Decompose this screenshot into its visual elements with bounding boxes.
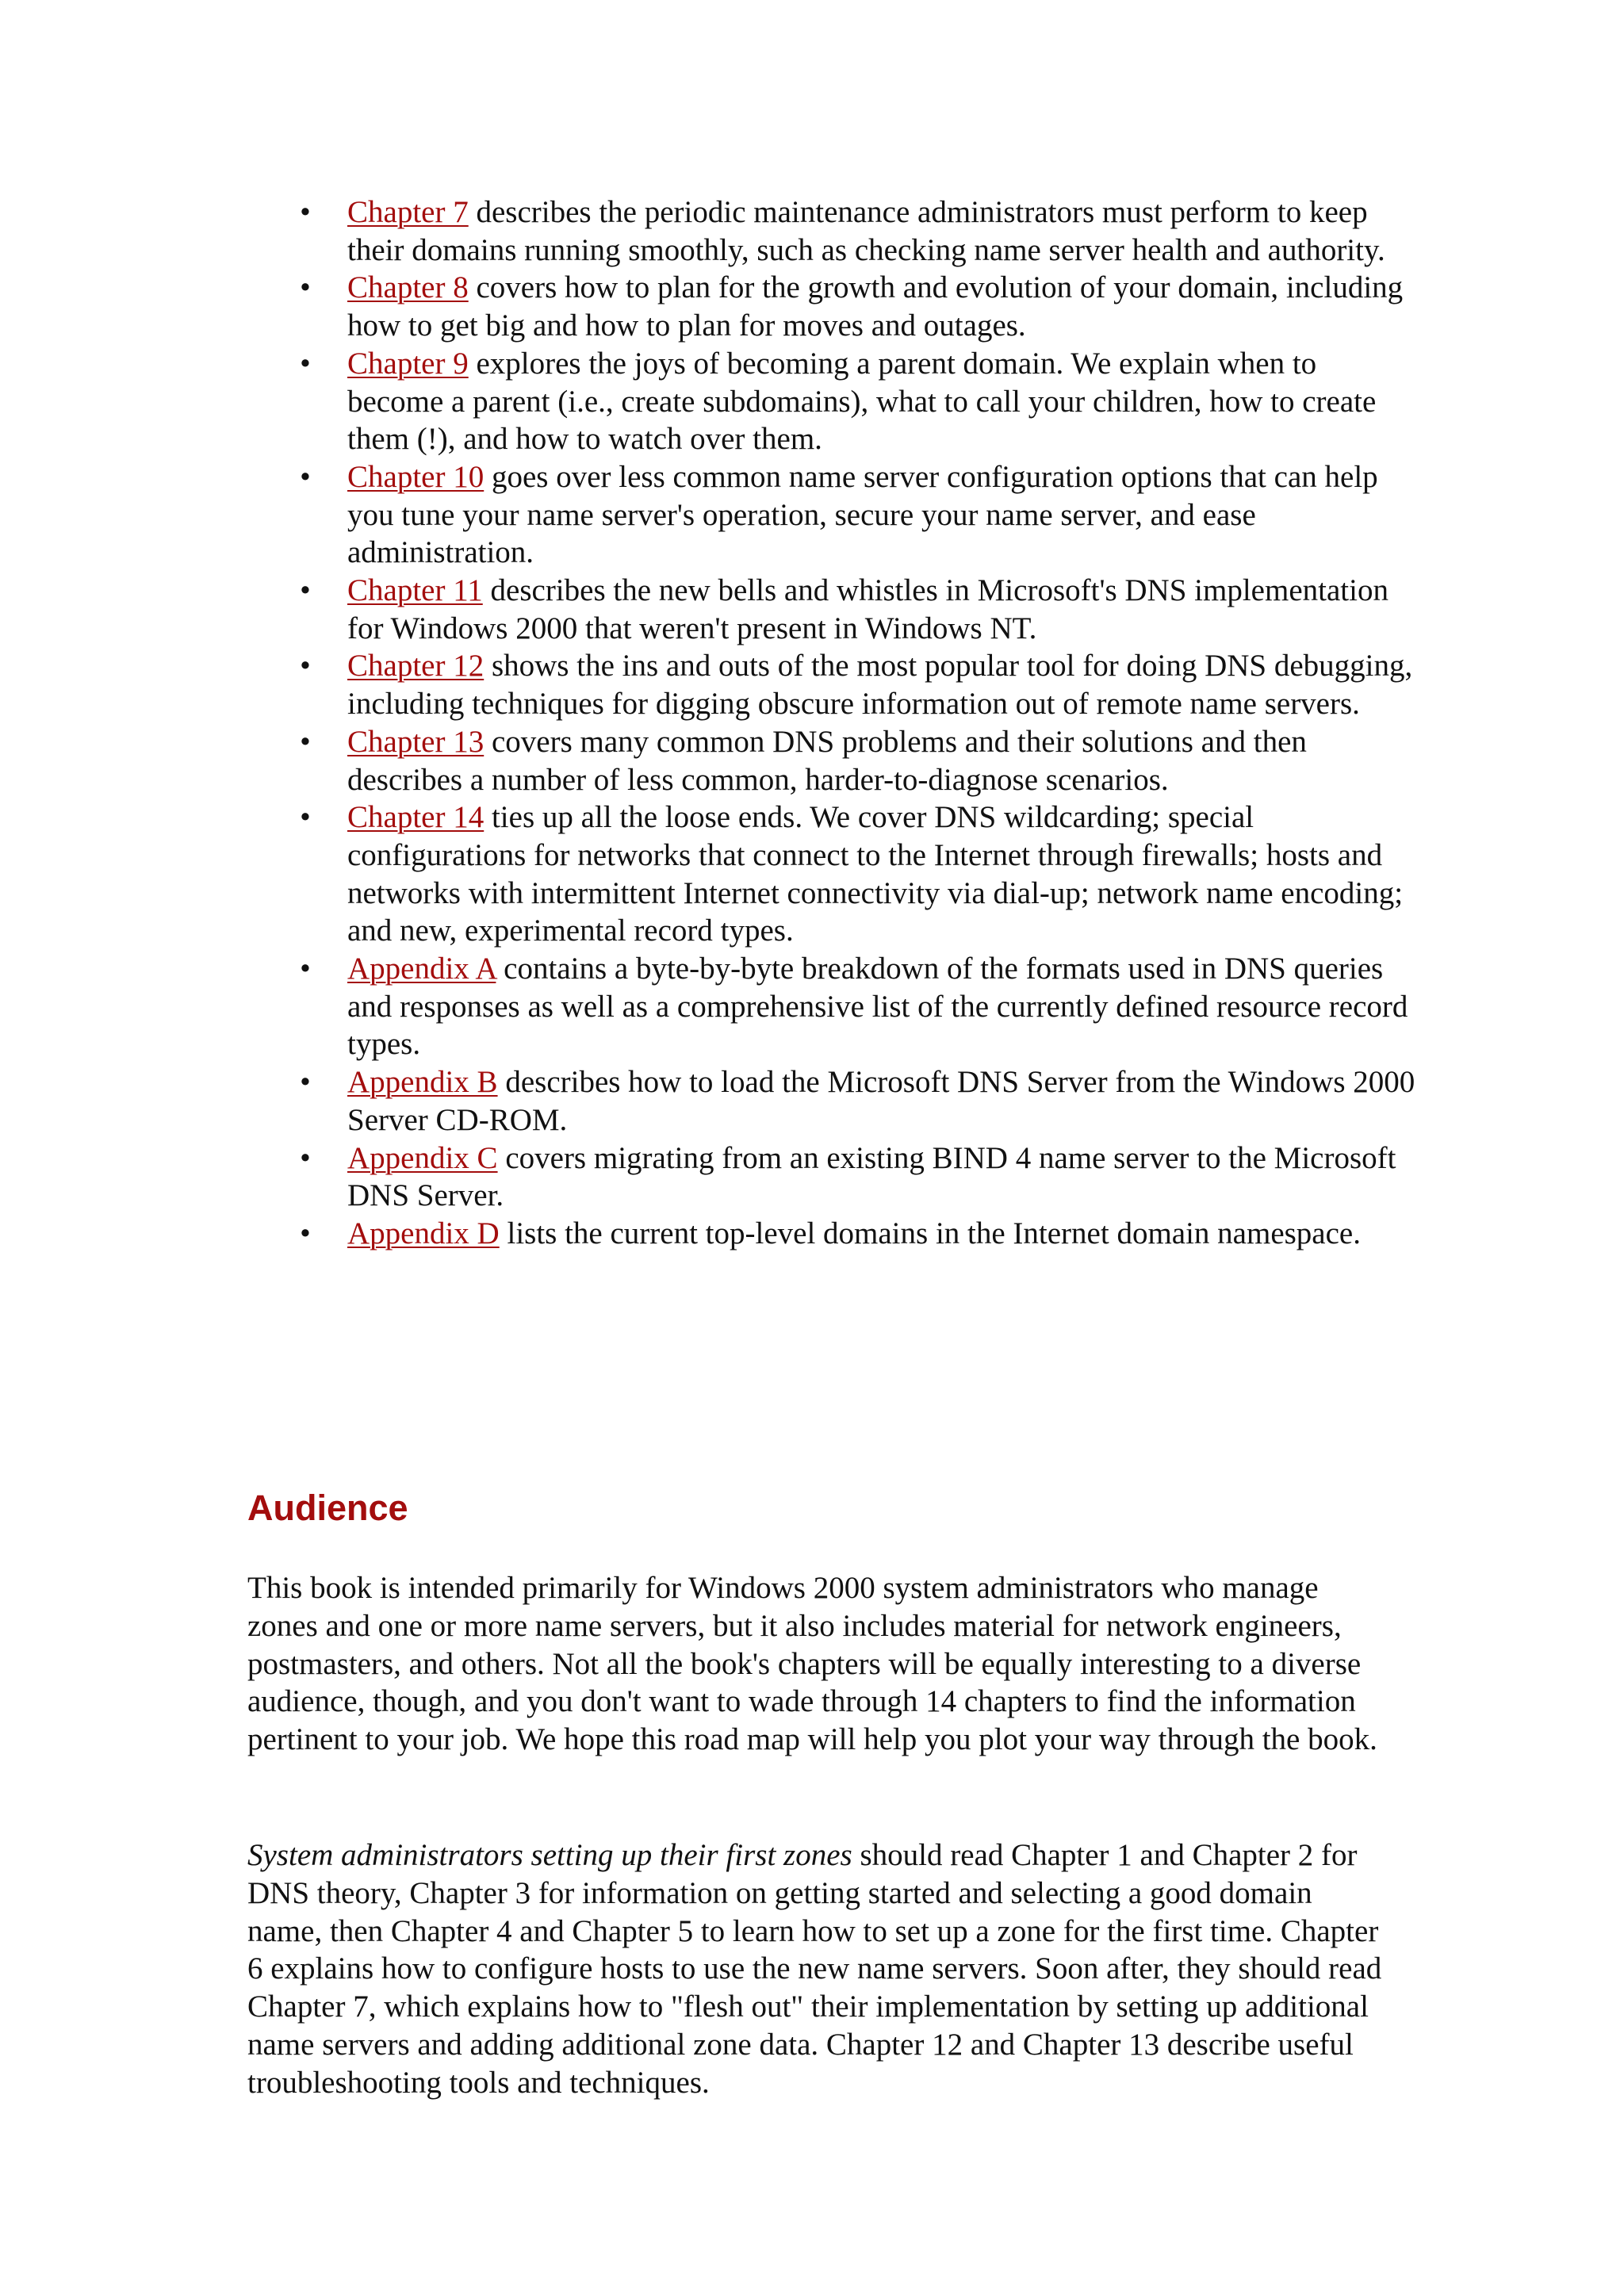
section-heading-audience: Audience <box>247 1488 408 1528</box>
link-chapter-14[interactable]: Chapter 14 <box>347 800 485 835</box>
link-chapter-11[interactable]: Chapter 11 <box>347 573 483 608</box>
link-appendix-d[interactable]: Appendix D <box>347 1216 500 1250</box>
list-item <box>293 1063 1419 1139</box>
link-appendix-c[interactable]: Appendix C <box>347 1140 498 1175</box>
audience-paragraph-2 <box>247 1836 1389 2102</box>
list-item <box>293 1139 1419 1215</box>
link-appendix-a[interactable]: Appendix A <box>347 952 496 986</box>
bullet-icon: • <box>300 1140 311 1175</box>
list-item-text: describes the periodic maintenance administrators must perform to keep their domains running smoothly, such as checking name server health and authority. <box>347 195 1385 267</box>
list-item <box>293 723 1419 798</box>
list-item <box>293 798 1419 950</box>
bullet-icon: • <box>300 800 311 835</box>
list-item <box>293 1215 1419 1253</box>
list-item-text: explores the joys of becoming a parent domain. We explain when to become a parent (i.e., create subdomains), what to call your children, how to create them (!), and how to watch over them. <box>347 346 1377 457</box>
list-item <box>293 572 1419 647</box>
audience-paragraph-1: This book is intended primarily for Windows 2000 system administrators who manage zones and one or more name servers, but it also includes material for network engineers, postmasters, and others. Not all the book's chapters will be equally interesting to a diverse audience, though, and you don't want to wade through 14 chapters to find the information pertinent to your job. We hope this road map will help you plot your way through the book. <box>247 1571 1377 1757</box>
link-chapter-7[interactable]: Chapter 7 <box>347 195 469 229</box>
list-item-text: describes the new bells and whistles in Microsoft's DNS implementation for Windows 2000 that weren't present in Windows NT. <box>347 573 1388 645</box>
bullet-icon: • <box>300 346 311 381</box>
link-chapter-9[interactable]: Chapter 9 <box>347 346 469 381</box>
list-item-text: lists the current top-level domains in the Internet domain namespace. <box>499 1216 1361 1250</box>
list-item-text: ties up all the loose ends. We cover DNS wildcarding; special configurations for networks that connect to the Internet through firewalls; hosts and networks with intermittent Internet connectivity via dial-up; network name encoding; and new, experimental record types. <box>347 800 1404 948</box>
bullet-icon: • <box>300 270 311 305</box>
bullet-icon: • <box>300 649 311 684</box>
list-item <box>293 458 1419 572</box>
link-chapter-10[interactable]: Chapter 10 <box>347 459 485 494</box>
list-item <box>293 269 1419 344</box>
bullet-icon: • <box>300 195 311 229</box>
list-item-text: describes how to load the Microsoft DNS Server from the Windows 2000 Server CD-ROM. <box>347 1065 1415 1137</box>
list-item <box>293 193 1419 269</box>
list-item-text: shows the ins and outs of the most popular tool for doing DNS debugging, including techniques for digging obscure information out of remote name servers. <box>347 649 1413 722</box>
bullet-icon: • <box>300 573 311 608</box>
list-item-text: covers how to plan for the growth and evolution of your domain, including how to get big and how to plan for moves and outages. <box>347 270 1404 343</box>
list-item-text: goes over less common name server configuration options that can help you tune your name server's operation, secure your name server, and ease administration. <box>347 459 1378 570</box>
link-appendix-b[interactable]: Appendix B <box>347 1065 498 1100</box>
link-chapter-8[interactable]: Chapter 8 <box>347 270 469 305</box>
list-item-text: contains a byte-by-byte breakdown of the formats used in DNS queries and responses as well as a comprehensive list of the currently defined resource record types. <box>347 952 1408 1062</box>
list-item-text: covers many common DNS problems and their solutions and then describes a number of less common, harder-to-diagnose scenarios. <box>347 724 1307 797</box>
audience-emphasis: System administrators setting up their first zones <box>247 1838 852 1872</box>
chapter-summary-list <box>293 193 1419 1253</box>
bullet-icon: • <box>300 1216 311 1250</box>
link-chapter-12[interactable]: Chapter 12 <box>347 649 485 684</box>
link-chapter-13[interactable]: Chapter 13 <box>347 724 485 759</box>
audience-paragraph-2-text: should read Chapter 1 and Chapter 2 for DNS theory, Chapter 3 for information on getting started and selecting a good domain name, then Chapter 4 and Chapter 5 to learn how to set up a zone for the first time. Chapter 6 explains how to configure hosts to use the new name servers. Soon after, they should read Chapter 7, which explains how to "flesh out" their implementation by setting up additional name servers and adding additional zone data. Chapter 12 and Chapter 13 describe useful troubleshooting tools and techniques. <box>247 1838 1382 2100</box>
bullet-icon: • <box>300 1065 311 1100</box>
list-item <box>293 950 1419 1063</box>
bullet-icon: • <box>300 459 311 494</box>
list-item <box>293 345 1419 458</box>
bullet-icon: • <box>300 724 311 759</box>
list-item-text: covers migrating from an existing BIND 4 name server to the Microsoft DNS Server. <box>347 1140 1396 1213</box>
list-item <box>293 647 1419 722</box>
bullet-icon: • <box>300 952 311 986</box>
